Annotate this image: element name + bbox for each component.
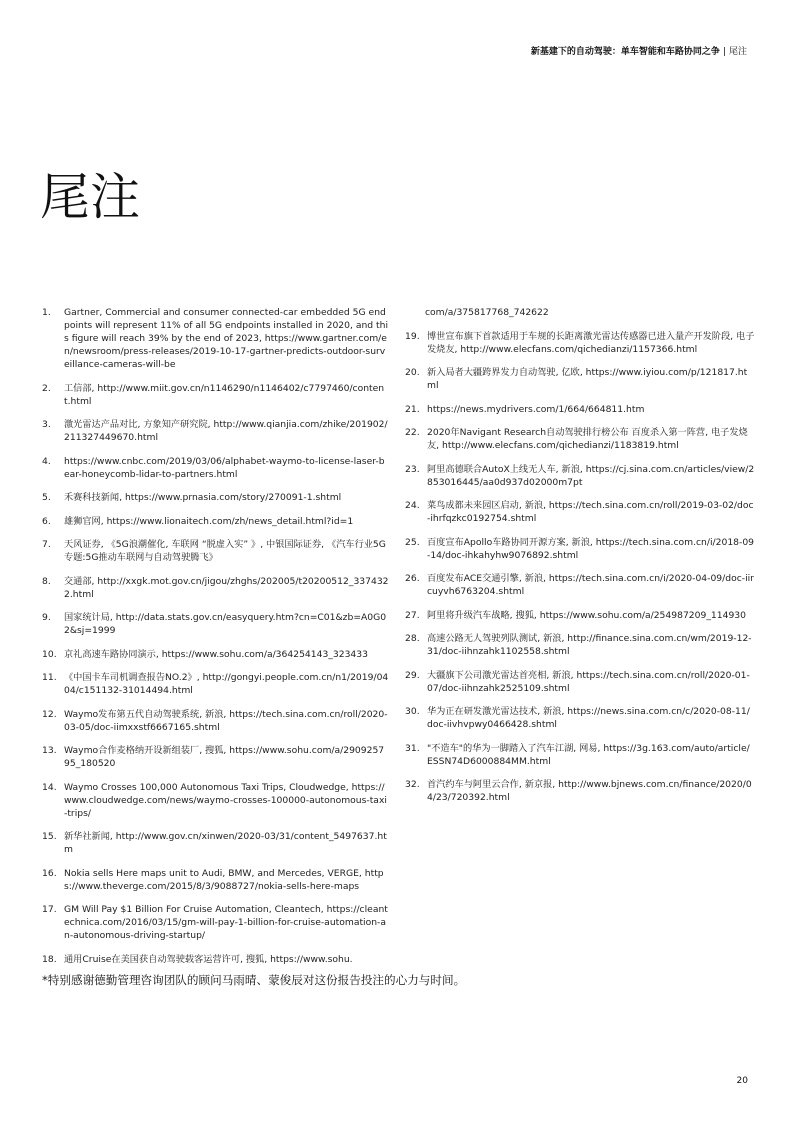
- endnote-number: 32.: [405, 779, 420, 790]
- endnote-text: 新华社新闻, http://www.gov.cn/xinwen/2020-03/31/content_5497637.htm: [64, 831, 387, 855]
- endnote-number: 25.: [405, 536, 420, 548]
- endnote-item: [405, 572, 755, 598]
- endnote-text: https://www.cnbc.com/2019/03/06/alphabet-waymo-to-license-laser-bear-honeycomb-lidar-to-partners.html: [64, 455, 385, 480]
- endnote-text: 京礼高速车路协同演示, https://www.sohu.com/a/364254143_323433: [64, 648, 368, 660]
- endnote-number: 20.: [405, 367, 420, 378]
- endnote-list-left: [42, 306, 389, 966]
- endnote-number: 28.: [405, 633, 420, 644]
- endnote-item: [42, 781, 389, 820]
- endnote-number: 9.: [42, 612, 51, 623]
- endnote-item: [405, 536, 755, 562]
- endnote-item: [42, 418, 389, 444]
- endnote-item: [42, 903, 389, 942]
- endnote-item: [42, 491, 389, 504]
- endnote-text: https://news.mydrivers.com/1/664/664811.htm: [427, 403, 645, 415]
- endnote-item: [42, 306, 389, 371]
- endnote-item: [405, 705, 755, 731]
- endnote-text: 工信部, http://www.miit.gov.cn/n1146290/n1146402/c7797460/content.html: [64, 382, 385, 407]
- endnote-text: 2020年Navigant Research自动驾驶排行榜公布 百度杀入第一阵营, 电子发烧友, http://www.elecfans.com/qichedianzi/1183819.html: [427, 427, 748, 451]
- endnotes-left-column: [42, 306, 389, 976]
- endnote-text: 雄狮官网, https://www.lionaitech.com/zh/news_detail.html?id=1: [64, 515, 354, 527]
- endnote-text: 激光雷达产品对比, 方象知产研究院, http://www.qianjia.com/zhike/201902/211327449670.html: [64, 419, 388, 443]
- endnote-text: 禾赛科技新闻, https://www.prnasia.com/story/270091-1.shtml: [64, 492, 342, 503]
- endnote-item: [405, 669, 755, 695]
- endnote-number: 31.: [405, 742, 420, 754]
- endnote-item: [42, 611, 389, 637]
- endnote-text: Gartner, Commercial and consumer connected-car embedded 5G endpoints will represent 11% of all 5G endpoints installed in 2020, and this figure will reach 39% by the end of 2023, https://www.gartner.com/en/newsroom/press-releases/2019-10-17-gartner-predicts-outdoor-surveillance-cameras-will-be: [64, 307, 389, 370]
- endnote-item: [405, 366, 755, 392]
- endnote-text: Nokia sells Here maps unit to Audi, BMW, and Mercedes, VERGE, https://www.theverge.com/2015/8/3/9088727/nokia-sells-here-maps: [64, 867, 384, 892]
- endnote-number: 26.: [405, 573, 420, 584]
- endnote-number: 10.: [42, 648, 57, 660]
- header-separator: |: [722, 47, 726, 57]
- endnote-text: GM Will Pay $1 Billion For Cruise Automation, Cleantech, https://cleantechnica.com/2016/03/15/gm-will-pay-1-billion-for-cruise-automation-an-autonomous-driving-startup/: [64, 904, 388, 941]
- endnote-number: 2.: [42, 382, 51, 394]
- endnote-item: [42, 515, 389, 528]
- endnotes-right-column: [405, 306, 755, 815]
- endnote-number: 8.: [42, 575, 51, 587]
- endnote-item: [405, 463, 755, 489]
- endnote-item: [42, 867, 389, 893]
- endnote-number: 13.: [42, 745, 57, 756]
- endnote-text: 百度宣布Apollo车路协同开源方案, 新浪, https://tech.sina.com.cn/i/2018-09-14/doc-ihkahyhw9076892.shtml: [427, 536, 755, 561]
- endnote-text: 首汽约车与阿里云合作, 新京报, http://www.bjnews.com.cn/finance/2020/04/23/720392.html: [427, 779, 752, 803]
- endnote-item: [42, 830, 389, 856]
- endnote-text: 交通部, http://xxgk.mot.gov.cn/jigou/zhghs/202005/t20200512_3374322.html: [64, 575, 389, 600]
- endnote-item: [42, 382, 389, 408]
- endnote-number: 17.: [42, 904, 57, 915]
- endnote-item: [405, 632, 755, 658]
- endnote-number: 27.: [405, 609, 420, 621]
- endnote-text: 阿里高德联合AutoX上线无人车, 新浪, https://cj.sina.com.cn/articles/view/2853016445/aa0d937d02000m7pt: [427, 463, 755, 488]
- report-title: 新基建下的自动驾驶：单车智能和车路协同之争: [530, 47, 720, 57]
- endnote-number: 19.: [405, 330, 420, 342]
- endnote-text: 《中国卡车司机调查报告NO.2》, http://gongyi.people.com.cn/n1/2019/0404/c151132-31014494.html: [64, 672, 389, 696]
- header-section: 尾注: [728, 47, 747, 57]
- endnote-number: 30.: [405, 706, 420, 717]
- endnote-number: 23.: [405, 463, 420, 475]
- page-number: 20: [736, 1076, 748, 1086]
- endnote-number: 7.: [42, 539, 51, 550]
- endnote-item: [42, 455, 389, 481]
- endnote-number: 6.: [42, 515, 51, 527]
- running-header: [531, 44, 747, 57]
- endnote-number: 1.: [42, 307, 51, 318]
- endnote-text: 博世宣布旗下首款适用于车规的长距离激光雷达传感器已进入量产开发阶段, 电子发烧友, http://www.elecfans.com/qichedianzi/1157366.html: [427, 330, 755, 355]
- endnote-item: [405, 499, 755, 525]
- endnote-text: Waymo发布第五代自动驾驶系统, 新浪, https://tech.sina.com.cn/roll/2020-03-05/doc-iimxxstf6667165.shtml: [64, 708, 388, 733]
- endnote-number: 15.: [42, 831, 57, 842]
- endnote-number: 3.: [42, 419, 51, 430]
- endnote-number: 24.: [405, 500, 420, 511]
- endnote-number: 21.: [405, 403, 420, 415]
- endnote-item: [42, 538, 389, 564]
- endnote-number: 11.: [42, 672, 57, 683]
- endnote-item: [405, 609, 755, 622]
- endnote-text: 天风证券, 《5G浪潮催化, 车联网 “脱虚入实” 》, 中银国际证券, 《汽车行业5G专题:5G推动车联网与自动驾驶腾飞》: [64, 539, 386, 563]
- endnote-text: 通用Cruise在美国获自动驾驶载客运营许可, 搜狐, https://www.sohu.: [64, 953, 353, 965]
- endnote-item: [405, 742, 755, 768]
- page-title: 尾注: [40, 168, 140, 226]
- endnote-number: 16.: [42, 867, 57, 879]
- endnote-text: 菜鸟成都未来园区启动, 新浪, https://tech.sina.com.cn/roll/2019-03-02/doc-ihrfqzkc0192754.shtml: [427, 500, 754, 524]
- endnote-number: 12.: [42, 708, 57, 720]
- endnote-item: [42, 744, 389, 770]
- endnote-item: [42, 648, 389, 661]
- endnote-number: 22.: [405, 427, 420, 438]
- endnote-text: 百度发布ACE交通引擎, 新浪, https://tech.sina.com.cn/i/2020-04-09/doc-iircuyvh6763204.shtml: [427, 573, 754, 597]
- endnote-text: Waymo Crosses 100,000 Autonomous Taxi Trips, Cloudwedge, https://www.cloudwedge.com/news/waymo-crosses-100000-autonomous-taxi-trips/: [64, 781, 387, 819]
- endnote-item: [405, 403, 755, 416]
- endnote-text: 华为正在研发激光雷达技术, 新浪, https://news.sina.com.cn/c/2020-08-11/doc-iivhvpwy0466428.shtml: [427, 706, 750, 730]
- endnote-text: 新入局者大疆跨界发力自动驾驶, 亿欧, https://www.iyiou.com/p/121817.html: [427, 367, 748, 391]
- acknowledgement: *特别感谢德勤管理咨询团队的顾问马雨晴、蒙俊辰对这份报告投注的心力与时间。: [42, 973, 466, 987]
- endnote-text: "不造车"的华为一脚踏入了汽车江湖, 网易, https://3g.163.com/auto/article/ESSN74D6000884MM.html: [427, 742, 750, 767]
- endnote-item: [405, 426, 755, 452]
- endnote-item: [42, 575, 389, 601]
- endnote-text: Waymo合作麦格纳开设新组装厂, 搜狐, https://www.sohu.com/a/290925795_180520: [64, 745, 385, 769]
- endnote-number: 14.: [42, 781, 57, 793]
- endnote-text: 高速公路无人驾驶列队测试, 新浪, http://finance.sina.com.cn/wm/2019-12-31/doc-iihnzahk1102558.shtml: [427, 633, 752, 657]
- endnote-text: 大疆旗下公司激光雷达首亮相, 新浪, https://tech.sina.com.cn/roll/2020-01-07/doc-iihnzahk2525109.shtml: [427, 669, 750, 694]
- endnote-text: 国家统计局, http://data.stats.gov.cn/easyquery.htm?cn=C01&zb=A0G02&sj=1999: [64, 612, 387, 636]
- endnote-text: 阿里将升级汽车战略, 搜狐, https://www.sohu.com/a/254987209_114930: [427, 609, 746, 621]
- endnote-item: [405, 330, 755, 356]
- endnote-item: [405, 778, 755, 804]
- endnote-list-right: [405, 330, 755, 805]
- endnote-number: 18.: [42, 953, 57, 965]
- endnote-item: [42, 953, 389, 966]
- endnote-number: 4.: [42, 455, 51, 467]
- endnote-number: 5.: [42, 492, 51, 503]
- endnote-number: 29.: [405, 669, 420, 681]
- endnote-continuation: com/a/375817768_742622: [425, 307, 549, 318]
- endnote-item: [42, 671, 389, 697]
- endnote-item: [42, 708, 389, 734]
